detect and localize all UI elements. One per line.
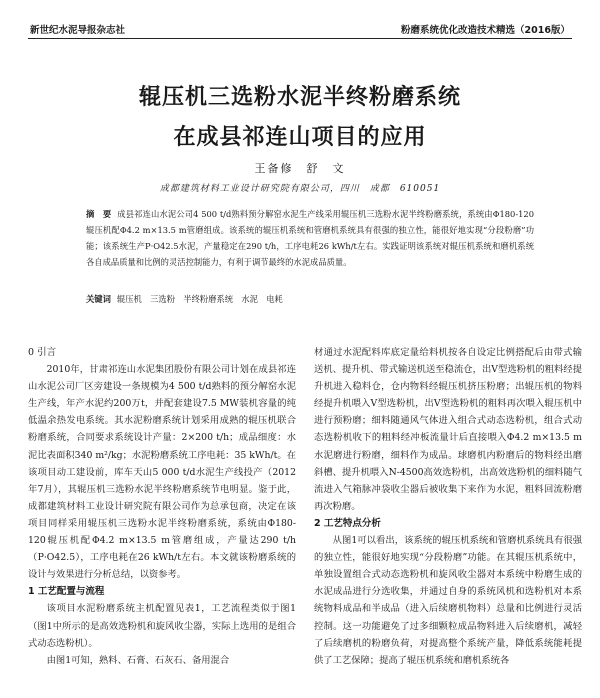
keywords [86,291,534,307]
paragraph: 从图1可以看出，该系统的辊压机系统和管磨机系统具有很强的独立性，能很好地实现“分段粉磨”功能。在其辊压机系统中，单独设置组合式动态选粉机和旋风收尘器对本系统中粉磨生成的水泥成品进行分选收集，并通过自身的系统风机和选粉机对本系统物料成品和半成品（进入后续磨机物料）总量和比例进行灵活控制。这一功能避免了过多细颗粒成品物料进入后续磨机，减轻了后续磨机的粉磨负荷，对提高整个系统产量，降低系统能耗提供了工艺保障；提高了辊压机系统和磨机系统各 [314,535,582,666]
paragraph: 该项目水泥粉磨系统主机配置见表1，工艺流程类似于图1（图1中所示的是高效选粉机和旋风收尘器，实际上选用的是组合式动态选粉机）。 [28,603,296,649]
section-heading-analysis: 2 工艺特点分析 [314,517,381,529]
journal-name: 新世纪水泥导报杂志社 [30,25,126,36]
affiliation: 成都建筑材料工业设计研究院有限公司，四川 成都 610051 [159,184,441,194]
abstract [86,206,534,270]
keywords-label: 关键词 [86,294,111,304]
abstract-text: 成县祁连山水泥公司4 500 t/d熟料预分解窑水泥生产线采用辊压机三选粉水泥半终粉磨系统，系统由Φ180-120辊压机配Φ4.2 m×13.5 m管磨组成。该系统的辊压机系统和管磨机系统具有很强的独立性，能很好地实现“分段粉磨”功能；该系统生产P·O42.5水泥，产量稳定在290 t/h，工序电耗26 kWh/t左右。实践证明该系统对辊压机系统和磨机系统各自成品质量和比例的灵活控制能力，有利于调节最终的水泥成品质量。 [86,209,534,267]
abstract-label: 摘 要 [86,209,112,219]
body-column-right [314,344,582,669]
title-line-1: 辊压机三选粉水泥半终粉磨系统 [138,85,461,110]
keywords-text: 辊压机 三选粉 半终粉磨系统 水泥 电耗 [116,294,283,304]
title-line-2: 在成县祁连山项目的应用 [173,125,427,150]
running-header [28,20,572,39]
paragraph: 2010年，甘肃祁连山水泥集团股份有限公司计划在成县祁连山水泥公司厂区旁建设一条规模为4 500 t/d熟料的预分解窑水泥生产线，年产水泥约200万t，并配套建设7.5 MW装机容量的纯低温余热发电系统。其水泥粉磨系统计划采用成熟的辊压机联合粉磨系统，合同要求系统设计产量：2×200 t/h；成品细度：水泥比表面积340 m²/kg；水泥粉磨系统工序电耗：35 kWh/t。在该项目动工建设前，库车天山5 000 t/d水泥生产线投产（2012年7月），其辊压机三选粉水泥半终粉磨系统节电明显。鉴于此，成都建筑材料工业设计研究院有限公司作为总承包商，决定在该项目同样采用辊压机三选粉水泥半终粉磨系统，系统由Φ180-120辊压机配Φ4.2 m×13.5 m管磨组成，产量达290 t/h（P·O42.5），工序电耗在26 kWh/t左右。本文就该粉磨系统的设计与效果进行分析总结，以资参考。 [28,364,296,581]
section-heading-intro: 0 引言 [28,347,57,358]
paragraph: 由图1可知，熟料、石膏、石灰石、备用混合 [46,654,230,666]
collection-name: 粉磨系统优化改造技术精选（2016版） [401,25,570,36]
authors: 王备修 舒 文 [254,162,346,175]
paragraph-continued: 材通过水泥配料库底定量给料机按各自设定比例搭配后由带式输送机、提升机、带式输送机送至稳流仓，出V型选粉机的粗料经提升机进入稳料仓，仓内物料经辊压机挤压粉磨；出辊压机的物料经提升机喂入V型选粉机，出V型选粉机的粗料再次喂入辊压机中进行预粉磨；细料随通风气体进入组合式动态选粉机，组合式动态选粉机收下的粗料经冲板流量计后直接喂入Φ4.2 m×13.5 m水泥磨进行粉磨，细料作为成品。球磨机内粉磨后的物料经出磨斜槽、提升机喂入N-4500高效选粉机，出高效选粉机的细料随气流进入气箱脉冲袋收尘器后被收集下来作为水泥，粗料回流粉磨再次粉磨。 [314,347,582,512]
body-column-left [28,344,296,669]
section-heading-process: 1 工艺配置与流程 [28,586,105,598]
